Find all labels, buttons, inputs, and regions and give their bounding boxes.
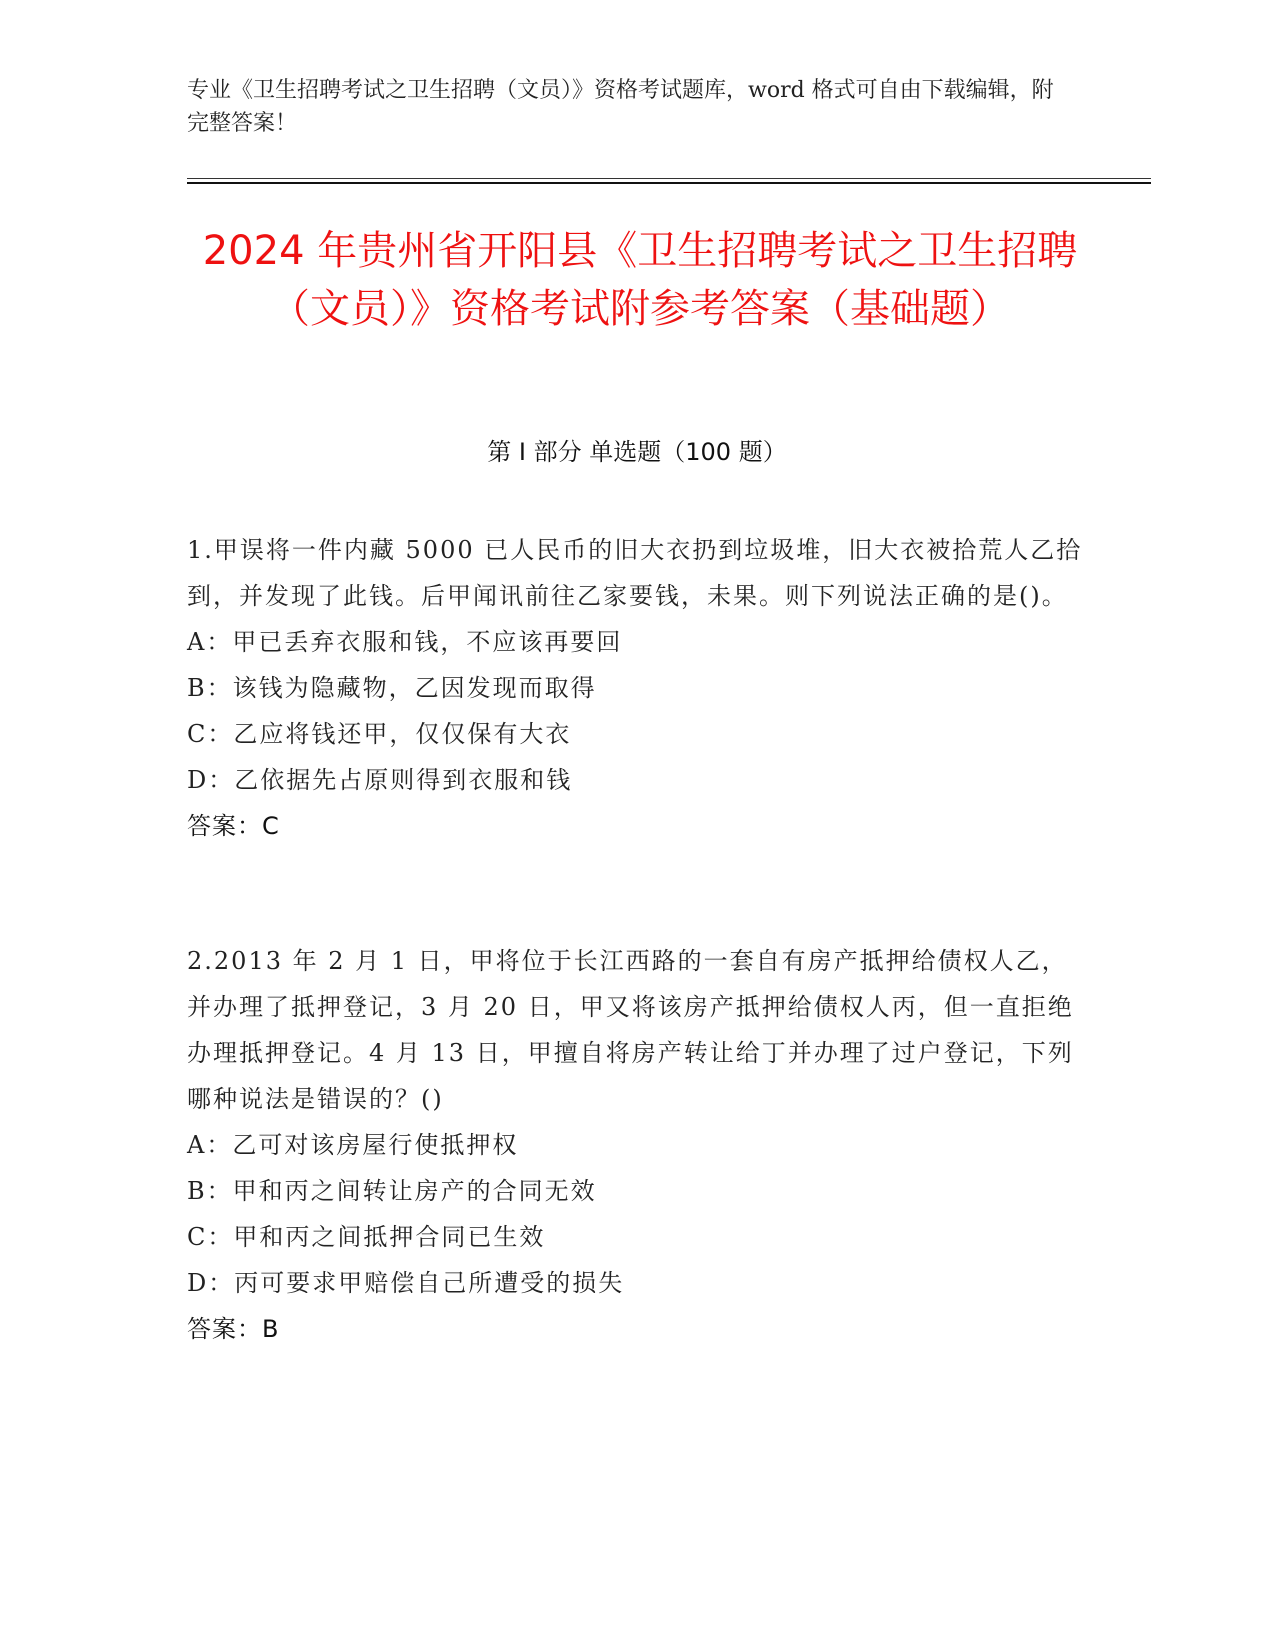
question-2 — [187, 938, 1087, 1352]
header-divider-thick — [187, 182, 1151, 184]
option-d: D：乙依据先占原则得到衣服和钱 — [187, 766, 573, 794]
option-b: B：甲和丙之间转让房产的合同无效 — [187, 1177, 597, 1205]
option-b: B：该钱为隐藏物，乙因发现而取得 — [187, 674, 597, 702]
option-c: C：甲和丙之间抵押合同已生效 — [187, 1223, 546, 1251]
option-a: A：乙可对该房屋行使抵押权 — [187, 1131, 519, 1159]
header-divider-thin — [187, 178, 1151, 179]
option-d: D：丙可要求甲赔偿自己所遭受的损失 — [187, 1269, 625, 1297]
question-stem: 1.甲误将一件内藏 5000 已人民币的旧大衣扔到垃圾堆，旧大衣被拾荒人乙拾到，并发现了此钱。后甲闻讯前往乙家要钱，未果。则下列说法正确的是()。 — [187, 536, 1083, 610]
answer: 答案：B — [187, 1315, 280, 1343]
question-stem: 2.2013 年 2 月 1 日，甲将位于长江西路的一套自有房产抵押给债权人乙，并办理了抵押登记，3 月 20 日，甲又将该房产抵押给债权人丙，但一直拒绝办理抵押登记。4 月 13 日，甲擅自将房产转让给丁并办理了过户登记，下列哪种说法是错误的？() — [187, 947, 1074, 1113]
option-a: A：甲已丢弃衣服和钱，不应该再要回 — [187, 628, 623, 656]
answer: 答案：C — [187, 812, 280, 840]
question-1 — [187, 527, 1087, 849]
section-title: 第 I 部分 单选题（100 题） — [487, 438, 787, 466]
option-c: C：乙应将钱还甲，仅仅保有大衣 — [187, 720, 572, 748]
document-title: 2024 年贵州省开阳县《卫生招聘考试之卫生招聘（文员）》资格考试附参考答案（基础题） — [202, 228, 1078, 332]
header-note: 专业《卫生招聘考试之卫生招聘（文员）》资格考试题库，word 格式可自由下载编辑，附完整答案！ — [187, 78, 1054, 136]
